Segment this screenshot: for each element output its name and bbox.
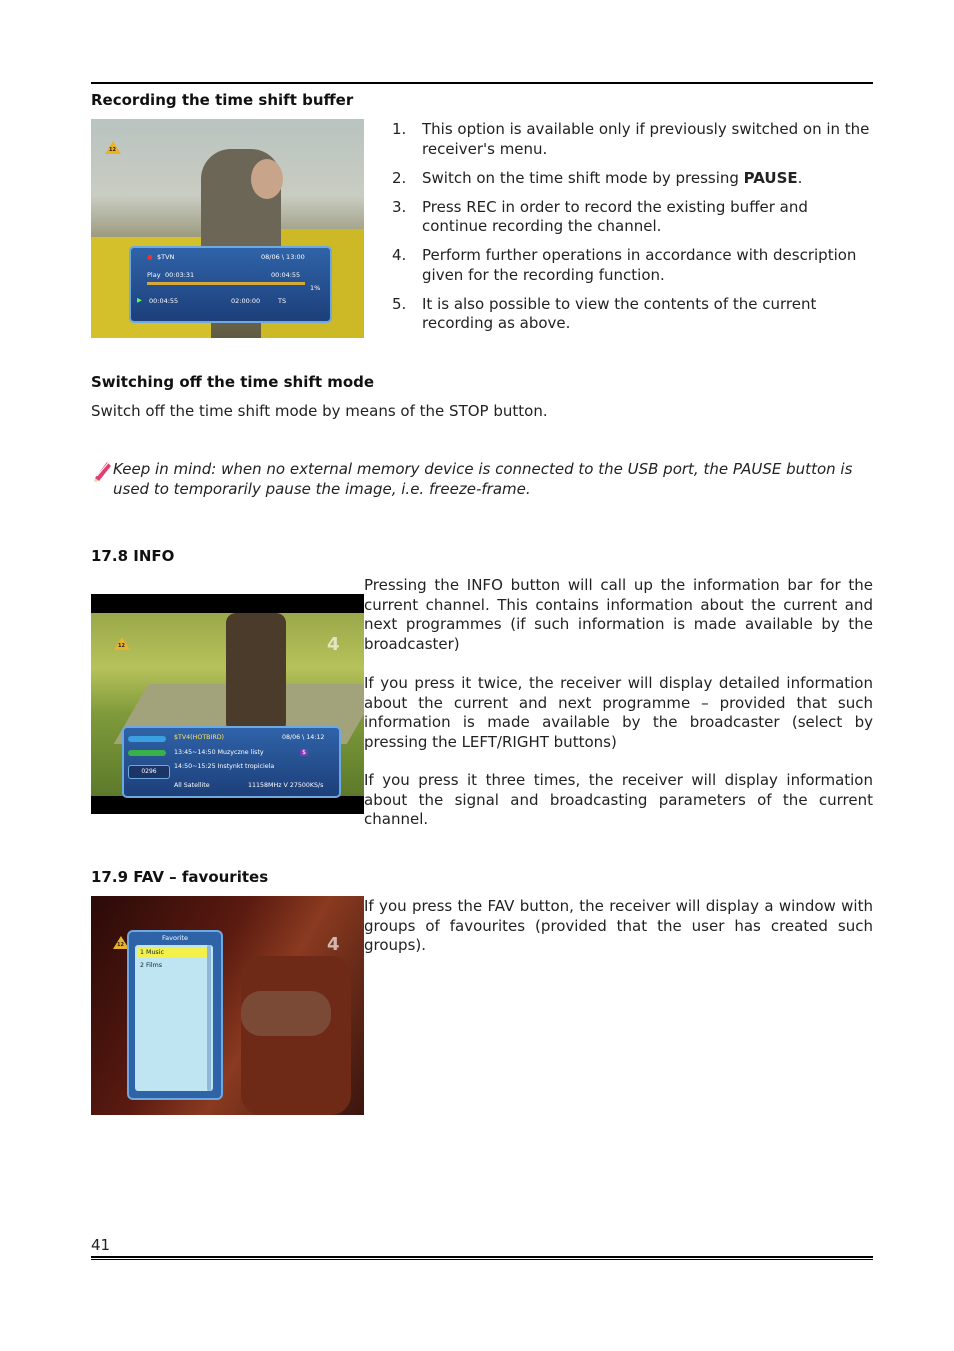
heading-switch-off: Switching off the time shift mode — [91, 373, 375, 391]
osd-percent: 1% — [310, 284, 321, 292]
heading-fav: 17.9 FAV – favourites — [91, 868, 269, 886]
osd-total-time: 02:00:00 — [231, 297, 261, 305]
timeshift-steps — [392, 120, 873, 343]
info-osd-bar — [122, 726, 341, 798]
osd-datetime: 08/06 \ 13:00 — [261, 253, 305, 261]
favorite-scrollbar[interactable] — [207, 945, 211, 1091]
timeshift-screenshot — [91, 119, 364, 338]
osd-play-label: Play — [147, 271, 161, 279]
pencil-icon — [92, 459, 112, 483]
step-text: This option is available only if previously switched on in the receiver's menu. — [422, 120, 870, 158]
step-text: Switch on the time shift mode by pressing — [422, 168, 744, 187]
person-head — [251, 159, 283, 199]
age-rating-label: 12 — [109, 147, 116, 153]
osd-play-time: 00:03:31 — [165, 271, 195, 279]
record-icon: ● — [147, 253, 153, 261]
channel-logo: 4 — [327, 634, 340, 655]
heading-info: 17.8 INFO — [91, 547, 175, 565]
info-current-programme: 13:45~14:50 Muzyczne listy — [174, 749, 264, 756]
info-paragraph-2: If you press it twice, the receiver will display detailed information about the current and next programme – provided that such information is made available by the broadcaster (select by pressing the LEFT/RIGHT buttons) — [364, 674, 873, 751]
hands-figure — [241, 991, 331, 1036]
signal-quality-bar — [128, 750, 166, 756]
osd-end-time: 00:04:55 — [271, 271, 301, 279]
age-rating-label: 12 — [117, 942, 124, 948]
info-params: 11158MHz V 27500KS/s — [248, 782, 324, 789]
favorite-title: Favorite — [162, 934, 188, 942]
play-icon: ▶ — [137, 296, 142, 304]
step-text: Perform further operations in accordance with description given for the recording function. — [422, 246, 857, 284]
note-text: Keep in mind: when no external memory device is connected to the USB port, the PAUSE button is used to temporarily pause the image, i.e. freeze-frame. — [113, 460, 853, 498]
step-number: 4. — [392, 246, 407, 264]
step-number: 3. — [392, 197, 407, 216]
osd-position-time: 00:04:55 — [149, 297, 179, 305]
step-item — [392, 120, 873, 159]
footer-rule-thin — [91, 1259, 873, 1260]
info-satellite: All Satellite — [174, 782, 210, 789]
timeshift-osd-bar — [129, 246, 332, 323]
info-next-programme: 14:50~15:25 Instynkt tropiciela — [174, 763, 275, 770]
step-number: 2. — [392, 168, 407, 187]
step-text-end: . — [797, 168, 803, 187]
favorite-item-music[interactable]: 1 Music — [137, 948, 209, 958]
step-number: 1. — [392, 120, 407, 138]
favorite-item-films[interactable]: 2 Films — [140, 962, 163, 969]
step-item — [392, 246, 873, 285]
osd-progress-bar — [147, 282, 305, 285]
person-legs — [226, 613, 286, 733]
page-number: 41 — [91, 1236, 111, 1254]
osd-channel: $TVN — [157, 253, 175, 261]
info-screenshot — [91, 594, 364, 814]
step-item — [392, 295, 873, 334]
top-rule — [91, 82, 873, 84]
step-text: Press REC in order to record the existing buffer and continue recording the channel. — [422, 197, 808, 235]
age-rating-label: 12 — [118, 643, 125, 649]
heading-timeshift-recording: Recording the time shift buffer — [91, 91, 354, 109]
footer-rule-thick — [91, 1256, 873, 1258]
favorite-window — [127, 930, 223, 1100]
step-number: 5. — [392, 294, 407, 313]
step-item — [392, 169, 873, 189]
fav-screenshot — [91, 896, 364, 1115]
step-text: It is also possible to view the contents of the current recording as above. — [422, 294, 817, 332]
info-datetime: 08/06 \ 14:12 — [282, 734, 325, 741]
info-paragraph-3: If you press it three times, the receiver will display information about the signal and broadcasting parameters of the current channel. — [364, 771, 873, 828]
switch-off-text: Switch off the time shift mode by means of the STOP button. — [91, 402, 548, 420]
info-paragraph-1: Pressing the INFO button will call up the information bar for the current channel. This contains information about the current and next programmes (if such information is made available by the broadcaster) — [364, 576, 873, 653]
signal-strength-bar — [128, 736, 166, 742]
pause-key-label: PAUSE — [743, 168, 798, 187]
scrambled-icon: $ — [302, 749, 307, 756]
channel-logo: 4 — [327, 934, 340, 955]
channel-number: 0296 — [128, 765, 170, 779]
favorite-list — [135, 945, 213, 1091]
step-item — [392, 198, 873, 237]
fav-paragraph: If you press the FAV button, the receiver will display a window with groups of favourites (provided that the user has created such groups). — [364, 897, 873, 954]
osd-ts-label: TS — [278, 297, 287, 305]
info-channel: $TV4(HOTBIRD) — [174, 734, 225, 741]
